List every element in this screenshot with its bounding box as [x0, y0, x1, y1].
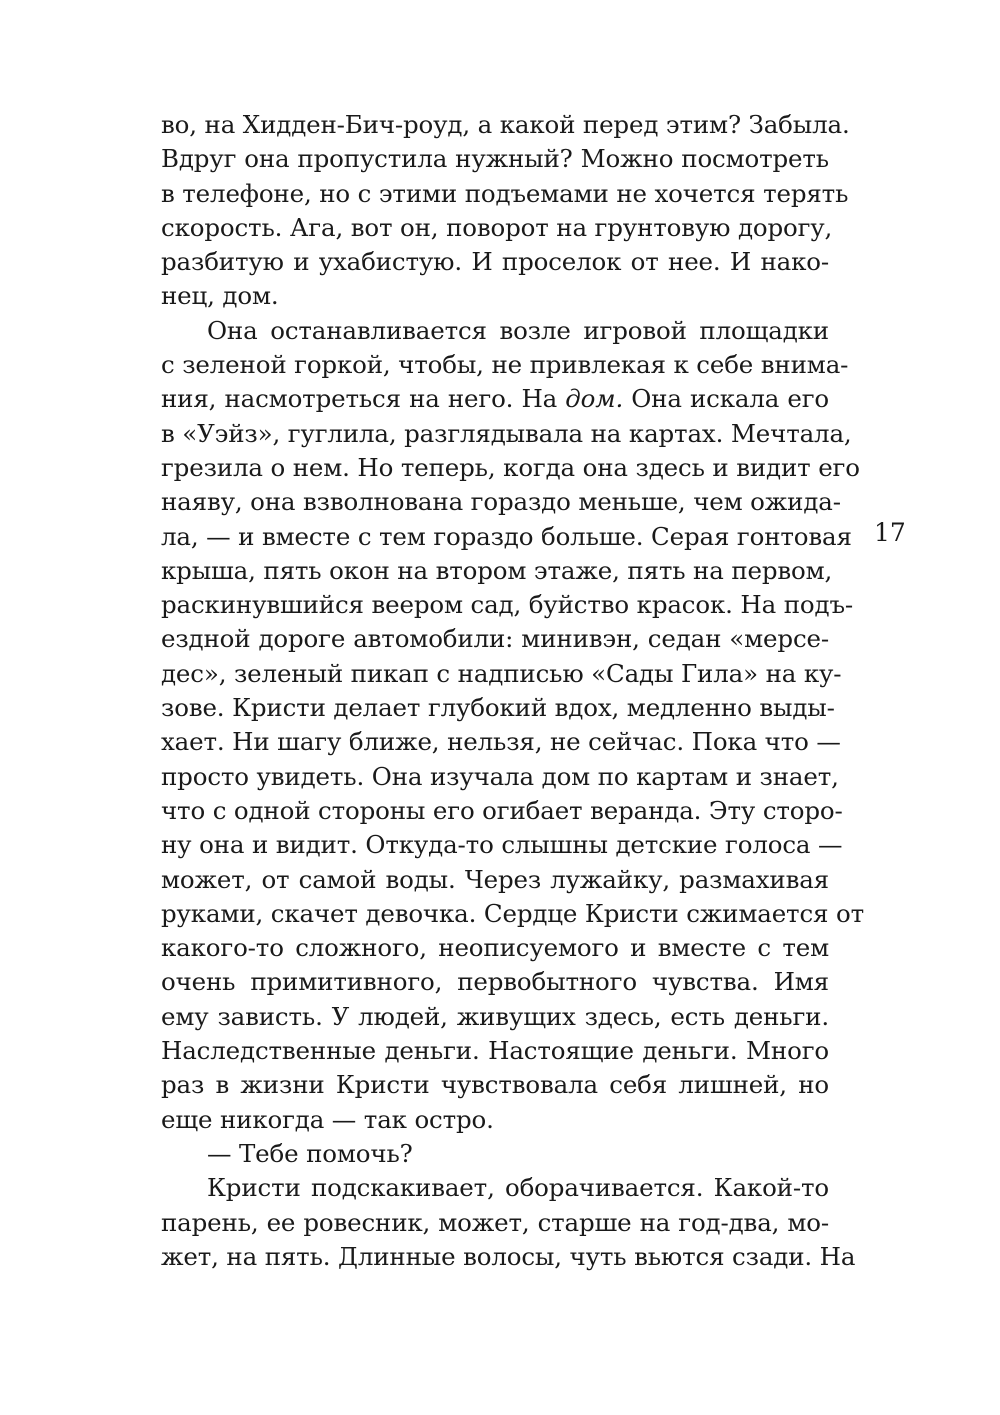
- text-line: дес», зеленый пикап с надписью «Сады Гила» на ку-: [161, 658, 842, 688]
- body-text: [161, 108, 864, 1274]
- text-line: хает. Ни шагу ближе, нельзя, не сейчас. Пока что —: [161, 727, 841, 757]
- emphasis: дом.: [565, 384, 624, 414]
- text-line: Кристи подскакивает, оборачивается. Какой-то: [207, 1173, 829, 1203]
- text-segment: Она искала его: [623, 384, 829, 414]
- text-line: ну она и видит. Откуда-то слышны детские голоса —: [161, 830, 843, 860]
- text-line: просто увидеть. Она изучала дом по картам и знает,: [161, 761, 839, 791]
- text-line: зове. Кристи делает глубокий вдох, медленно выды-: [161, 693, 835, 723]
- text-segment: ния, насмотреться на него. На: [161, 384, 566, 414]
- text-line: парень, ее ровесник, может, старше на год-два, мо-: [161, 1207, 829, 1237]
- text-line: в телефоне, но с этими подъемами не хочется терять: [161, 178, 849, 208]
- text-line: с зеленой горкой, чтобы, не привлекая к себе внима-: [161, 350, 849, 380]
- text-line: — Тебе помочь?: [207, 1138, 413, 1168]
- page-number: 17: [874, 518, 906, 547]
- text-line: жет, на пять. Длинные волосы, чуть вьются сзади. На: [161, 1241, 856, 1271]
- text-line: скорость. Ага, вот он, поворот на грунтовую дорогу,: [161, 212, 833, 242]
- text-line: Она останавливается возле игровой площадки: [207, 315, 829, 345]
- text-line: Наследственные деньги. Настоящие деньги. Много: [161, 1036, 829, 1066]
- text-line: грезила о нем. Но теперь, когда она здесь и видит его: [161, 452, 860, 482]
- text-line: еще никогда — так остро.: [161, 1104, 494, 1134]
- text-line: что с одной стороны его огибает веранда. Эту сторо-: [161, 795, 843, 825]
- text-line: ездной дороге автомобили: минивэн, седан «мерсе-: [161, 624, 829, 654]
- text-line: Вдруг она пропустила нужный? Можно посмотреть: [161, 144, 829, 174]
- text-line: разбитую и ухабистую. И проселок от нее. И нако-: [161, 247, 829, 277]
- text-line: какого-то сложного, неописуемого и вместе с тем: [161, 933, 829, 963]
- text-line: может, от самой воды. Через лужайку, размахивая: [161, 864, 829, 894]
- text-line: раскинувшийся веером сад, буйство красок. На подъ-: [161, 590, 854, 620]
- text-line: ла, — и вместе с тем гораздо больше. Серая гонтовая: [161, 521, 852, 551]
- text-line: в «Уэйз», гуглила, разглядывала на картах. Мечтала,: [161, 418, 852, 448]
- text-line: очень примитивного, первобытного чувства. Имя: [161, 967, 829, 997]
- text-line: руками, скачет девочка. Сердце Кристи сжимается от: [161, 898, 864, 928]
- text-line: раз в жизни Кристи чувствовала себя лишней, но: [161, 1070, 829, 1100]
- text-line: нец, дом.: [161, 281, 279, 311]
- text-line: во, на Хидден-Бич-роуд, а какой перед этим? Забыла.: [161, 110, 850, 139]
- text-line: ему зависть. У людей, живущих здесь, есть деньги.: [161, 1001, 829, 1031]
- text-line: наяву, она взволнована гораздо меньше, чем ожида-: [161, 487, 841, 517]
- text-line: [161, 382, 829, 416]
- text-line: крыша, пять окон на втором этаже, пять на первом,: [161, 555, 833, 585]
